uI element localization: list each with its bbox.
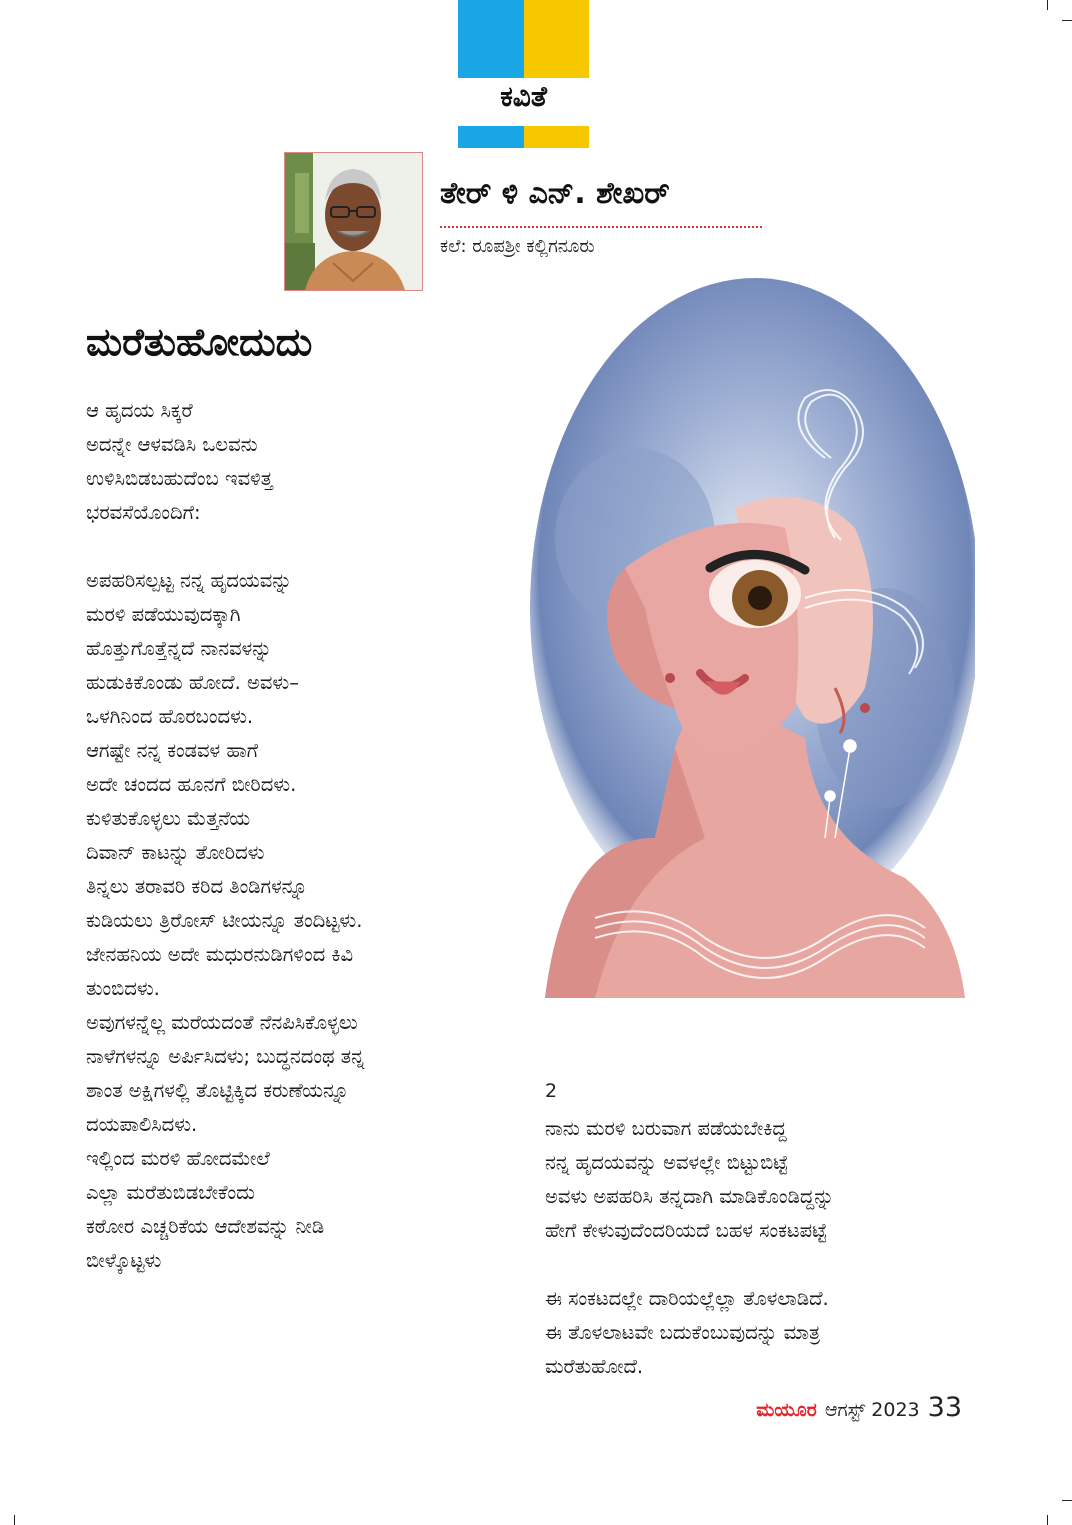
poem-line: ಅವುಗಳನ್ನೆಲ್ಲ ಮರೆಯದಂತೆ ನೆನಪಿಸಿಕೊಳ್ಳಲು — [86, 1011, 358, 1034]
crop-mark — [14, 1515, 15, 1525]
poem-stanza-2 — [545, 1112, 975, 1384]
illustration — [505, 278, 975, 1038]
artist-credit: ಕಲೆ: ರೂಪಶ್ರೀ ಕಲ್ಲಿಗನೂರು — [440, 236, 595, 257]
poem-line: ಶಾಂತ ಅಕ್ಷಿಗಳಲ್ಲಿ ತೊಟ್ಟಿಕ್ಕಿದ ಕರುಣೆಯನ್ನೂ — [86, 1079, 349, 1102]
poem-line: ಹೇಗೆ ಕೇಳುವುದೆಂದರಿಯದೆ ಬಹಳ ಸಂಕಟಪಟ್ಟೆ — [545, 1219, 828, 1242]
crop-mark — [1062, 1500, 1072, 1501]
poem-line: ಎಲ್ಲಾ ಮರೆತುಬಿಡಬೇಕೆಂದು — [86, 1181, 255, 1204]
poem-line: ಮರಳಿ ಪಡೆಯುವುದಕ್ಕಾಗಿ — [86, 603, 241, 626]
poem-line: ಆಗಷ್ಟೇ ನನ್ನ ಕಂಡವಳ ಹಾಗೆ — [86, 739, 259, 762]
page-number: 33 — [927, 1392, 962, 1423]
crop-mark — [1047, 1515, 1048, 1525]
poem-line: ಕುಳಿತುಕೊಳ್ಳಲು ಮೆತ್ತನೆಯ — [86, 807, 251, 830]
poem-line: ಉಳಿಸಿಬಿಡಬಹುದೆಂಬ ಇವಳಿತ್ತ — [86, 467, 273, 490]
poem-part-number: 2 — [545, 1080, 558, 1102]
poem-line: ಈ ಸಂಕಟದಲ್ಲೇ ದಾರಿಯಲ್ಲೆಲ್ಲಾ ತೊಳಲಾಡಿದೆ. — [545, 1287, 829, 1310]
poem-line: ಕುಡಿಯಲು ತ್ರಿರೋಸ್ ಟೀಯನ್ನೂ ತಂದಿಟ್ಟಳು. — [86, 909, 363, 932]
author-name: ತೇರ್ ಳಿ ಎನ್. ಶೇಖರ್ — [440, 176, 670, 211]
poem-line: ಅದೇ ಚಂದದ ಹೂನಗೆ ಬೀರಿದಳು. — [86, 773, 297, 796]
section-header — [458, 0, 589, 150]
crop-mark — [1062, 20, 1072, 21]
section-color-block-yellow — [524, 0, 589, 78]
divider — [440, 226, 762, 228]
author-portrait-image — [285, 153, 422, 290]
issue-date: ಆಗಸ್ಟ್ 2023 — [824, 1399, 920, 1421]
poem-line: ಅದನ್ನೇ ಆಳವಡಿಸಿ ಒಲವನು — [86, 433, 258, 456]
poem-line: ಇಲ್ಲಿಂದ ಮರಳಿ ಹೋದಮೇಲೆ — [86, 1147, 270, 1170]
poem-line: ನಾನು ಮರಳಿ ಬರುವಾಗ ಪಡೆಯಬೇಕಿದ್ದ — [545, 1117, 787, 1140]
poem-line: ದಿವಾನ್ ಕಾಟನ್ನು ತೋರಿದಳು — [86, 841, 265, 864]
poem-line: ಈ ತೊಳಲಾಟವೇ ಬದುಕೆಂಬುವುದನ್ನು ಮಾತ್ರ — [545, 1321, 821, 1344]
page-footer — [756, 1392, 962, 1423]
poem-line: ನಾಳೆಗಳನ್ನೂ ಅರ್ಪಿಸಿದಳು; ಬುದ್ಧನದಂಥ ತನ್ನ — [86, 1045, 365, 1068]
poem-line: ಮರೆತುಹೋದೆ. — [545, 1355, 644, 1378]
poem-line: ಹೊತ್ತುಗೊತ್ತೆನ್ನದೆ ನಾನವಳನ್ನು — [86, 637, 272, 660]
poem-line: ಒಳಗಿನಿಂದ ಹೊರಬಂದಳು. — [86, 705, 254, 728]
crop-mark — [1047, 0, 1048, 10]
poem-line: ಭರವಸೆಯೊಂದಿಗೆ: — [86, 501, 201, 524]
poem-line: ಹುಡುಕಿಕೊಂಡು ಹೋದೆ. ಅವಳು– — [86, 671, 299, 694]
magazine-name: ಮಯೂರ — [756, 1399, 817, 1421]
poem-line: ಕಠೋರ ಎಚ್ಚರಿಕೆಯ ಆದೇಶವನ್ನು ನೀಡಿ — [86, 1215, 325, 1238]
section-color-bar-yellow — [524, 126, 589, 148]
poem-line: ಅಪಹರಿಸಲ್ಪಟ್ಟ ನನ್ನ ಹೃದಯವನ್ನು — [86, 569, 292, 592]
poem-line: ಬೀಳ್ಕೊಟ್ಟಳು — [86, 1249, 162, 1272]
poem-line: ದಯಪಾಲಿಸಿದಳು. — [86, 1113, 198, 1136]
poem-line: ಅವಳು ಅಪಹರಿಸಿ ತನ್ನದಾಗಿ ಮಾಡಿಕೊಂಡಿದ್ದನ್ನು — [545, 1185, 834, 1208]
poem-line: ತಿನ್ನಲು ತರಾವರಿ ಕರಿದ ತಿಂಡಿಗಳನ್ನೂ — [86, 875, 308, 898]
poem-line — [86, 530, 506, 564]
section-label: ಕವಿತೆ — [500, 80, 547, 113]
woman-face-illustration — [505, 278, 975, 1038]
poem-stanza-1 — [86, 394, 506, 1278]
poem-line: ಆ ಹೃದಯ ಸಿಕ್ಕರೆ — [86, 399, 193, 422]
section-color-block-blue — [458, 0, 524, 78]
poem-title: ಮರೆತುಹೋದುದು — [86, 320, 313, 364]
poem-line — [545, 1248, 975, 1282]
poem-line: ತುಂಬಿದಳು. — [86, 977, 160, 1000]
author-photo — [284, 152, 423, 291]
section-color-bar-blue — [458, 126, 524, 148]
poem-line: ಜೇನಹನಿಯ ಅದೇ ಮಧುರನುಡಿಗಳಿಂದ ಕಿವಿ — [86, 943, 354, 966]
poem-line: ನನ್ನ ಹೃದಯವನ್ನು ಅವಳಲ್ಲೇ ಬಿಟ್ಟುಬಿಟ್ಟೆ — [545, 1151, 789, 1174]
